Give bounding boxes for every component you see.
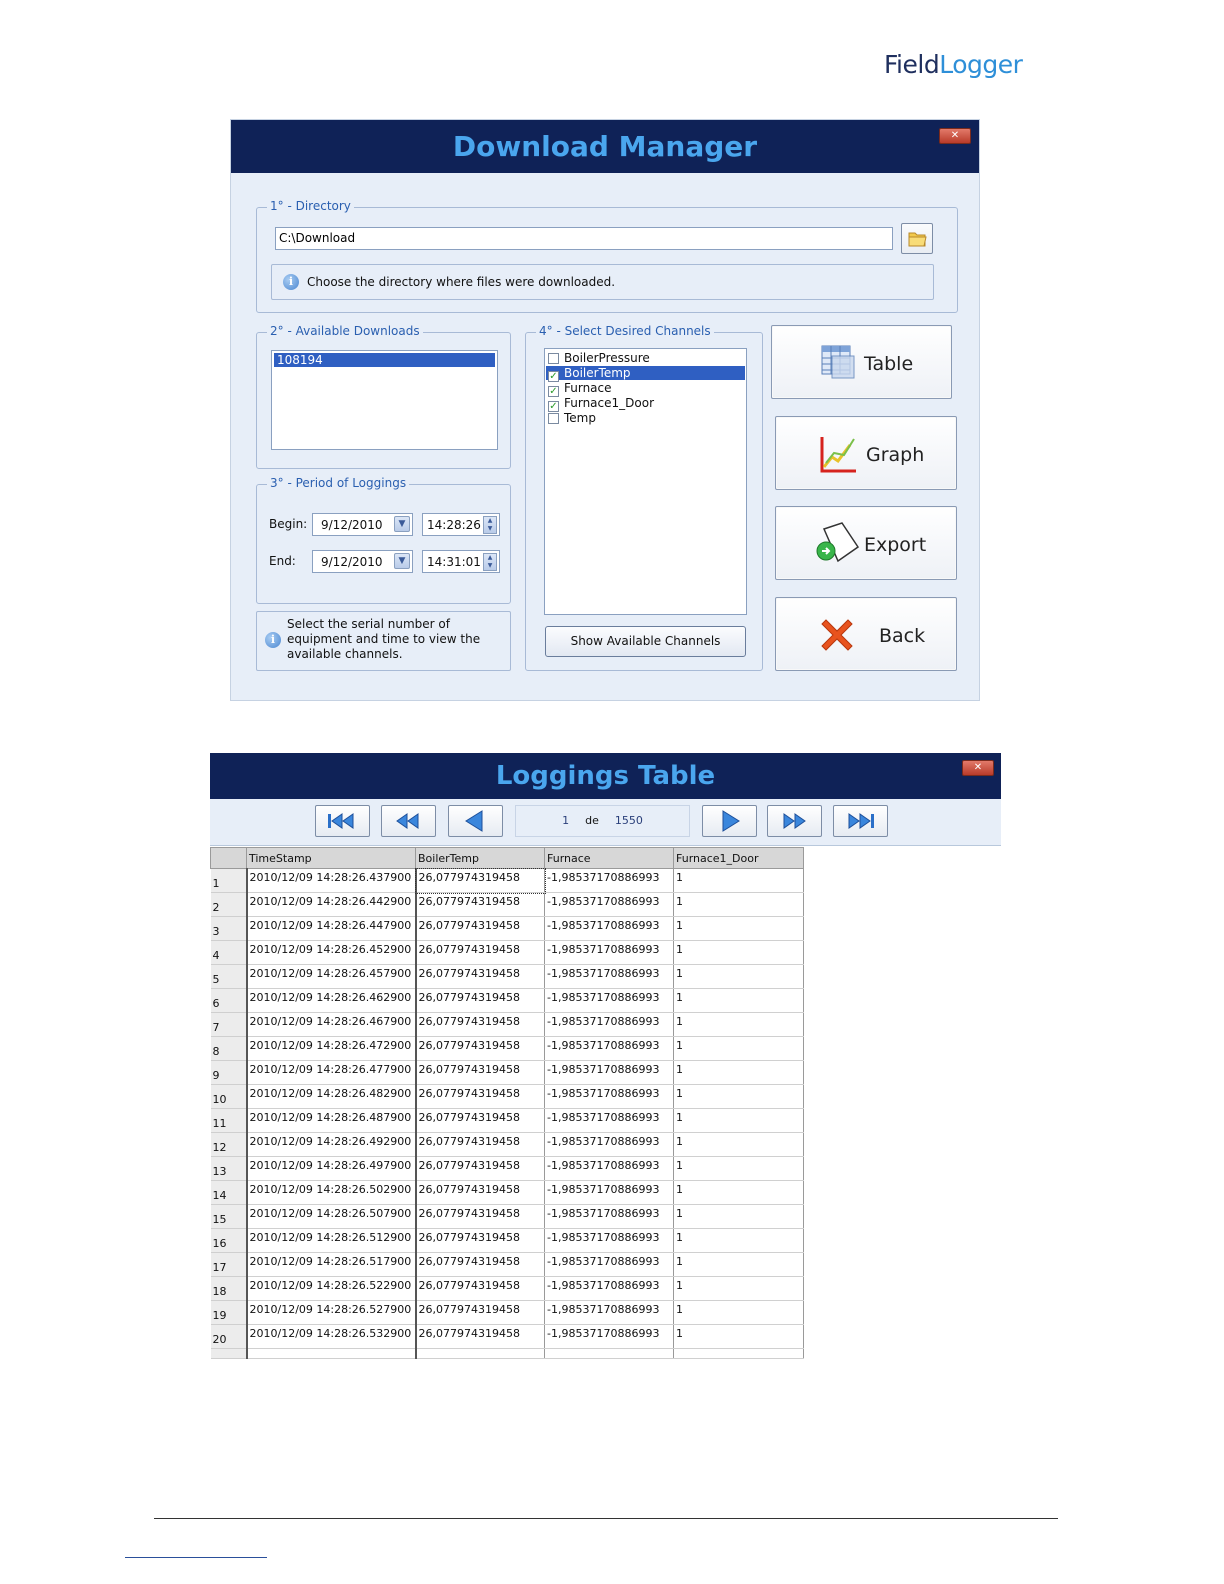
browse-folder-button[interactable] [901,223,933,254]
boilertemp-cell[interactable]: 26,077974319458 [416,1133,545,1157]
furnace1-door-cell[interactable]: 1 [674,965,804,989]
table-row[interactable] [211,1253,804,1277]
row-number-cell: 6 [211,989,247,1013]
furnace1-door-cell[interactable]: 1 [674,1253,804,1277]
table-row[interactable] [211,1301,804,1325]
channel-item[interactable] [548,351,650,365]
channel-label: Furnace1_Door [564,396,655,410]
row-number-cell: 12 [211,1133,247,1157]
furnace-cell[interactable]: -1,98537170886993 [545,917,674,941]
checkbox-checked[interactable]: ✓ [549,371,558,382]
table-row[interactable] [211,1277,804,1301]
timestamp-cell[interactable]: 2010/12/09 14:28:26.532900 [247,1325,416,1349]
table-button[interactable] [771,325,952,399]
graph-icon [818,433,860,475]
table-icon [818,342,858,382]
last-page-button[interactable] [833,805,888,837]
row-number-cell: 2 [211,893,247,917]
info-icon: i [265,632,281,648]
furnace1-door-cell[interactable]: 1 [674,1277,804,1301]
previous-page-button[interactable] [448,805,503,837]
boilertemp-cell[interactable]: 26,077974319458 [416,1277,545,1301]
furnace1-door-cell[interactable]: 1 [674,917,804,941]
furnace-cell[interactable]: -1,98537170886993 [545,965,674,989]
furnace1-door-cell[interactable]: 1 [674,1157,804,1181]
timestamp-cell[interactable]: 2010/12/09 14:28:26.502900 [247,1181,416,1205]
begin-label: Begin: [269,517,308,531]
boilertemp-cell[interactable]: 26,077974319458 [416,1037,545,1061]
page-separator: de [585,814,599,827]
boilertemp-cell[interactable]: 26,077974319458 [416,1157,545,1181]
furnace1-door-cell[interactable]: 1 [674,1325,804,1349]
table-row[interactable] [211,965,804,989]
grid-body [211,869,804,1359]
channel-label: BoilerPressure [564,351,650,365]
furnace-cell[interactable]: -1,98537170886993 [545,1157,674,1181]
channels-group [525,324,763,671]
table-row[interactable] [211,1061,804,1085]
timestamp-cell[interactable]: 2010/12/09 14:28:26.507900 [247,1205,416,1229]
boilertemp-cell[interactable]: 26,077974319458 [416,893,545,917]
column-header-furnace1-door[interactable]: Furnace1_Door [674,848,804,869]
end-date-picker[interactable] [312,550,413,573]
row-number-cell: 19 [211,1301,247,1325]
table-row[interactable] [211,941,804,965]
row-number-cell: 10 [211,1085,247,1109]
close-x-icon [816,614,858,656]
empty-cell [674,1349,804,1359]
channel-item[interactable] [548,381,612,395]
timestamp-cell[interactable]: 2010/12/09 14:28:26.457900 [247,965,416,989]
channel-item[interactable] [548,411,596,425]
furnace1-door-cell[interactable]: 1 [674,1229,804,1253]
available-downloads-group [256,324,511,469]
end-date-value: 9/12/2010 [321,555,383,569]
row-number-cell: 18 [211,1277,247,1301]
table-row[interactable] [211,893,804,917]
boilertemp-cell[interactable]: 26,077974319458 [416,1229,545,1253]
next-icon [703,806,756,836]
boilertemp-cell[interactable]: 26,077974319458 [416,1061,545,1085]
table-row[interactable] [211,1229,804,1253]
timestamp-cell[interactable]: 2010/12/09 14:28:26.452900 [247,941,416,965]
empty-cell [211,1349,247,1359]
row-number-cell: 1 [211,869,247,893]
empty-cell [247,1349,416,1359]
table-row[interactable] [211,869,804,893]
export-icon [814,521,862,567]
pager-toolbar [210,799,1001,846]
row-number-cell: 3 [211,917,247,941]
column-header-furnace[interactable]: Furnace [545,848,674,869]
download-manager-titlebar [231,120,979,173]
end-time-value: 14:31:01 [427,555,481,569]
export-button[interactable] [775,506,957,580]
chevron-down-icon[interactable]: ▼ [394,553,410,569]
boilertemp-cell[interactable]: 26,077974319458 [416,989,545,1013]
export-button-label: Export [864,534,927,556]
furnace-cell[interactable]: -1,98537170886993 [545,1037,674,1061]
furnace1-door-cell[interactable]: 1 [674,869,804,893]
grid-header-row [211,848,804,869]
directory-group [256,199,958,313]
table-row[interactable] [211,1037,804,1061]
boilertemp-cell[interactable]: 26,077974319458 [416,1253,545,1277]
timestamp-cell[interactable]: 2010/12/09 14:28:26.477900 [247,1061,416,1085]
furnace1-door-cell[interactable]: 1 [674,989,804,1013]
next-page-button[interactable] [702,805,757,837]
close-button[interactable]: ✕ [962,760,994,776]
loggings-grid [210,847,804,1359]
timestamp-cell[interactable]: 2010/12/09 14:28:26.497900 [247,1157,416,1181]
available-downloads-legend: 2° - Available Downloads [267,324,423,338]
end-label: End: [269,554,296,568]
period-legend: 3° - Period of Loggings [267,476,409,490]
directory-path-input[interactable]: C:\Download [275,227,893,250]
furnace-cell[interactable]: -1,98537170886993 [545,1229,674,1253]
serial-info-box [256,611,511,671]
directory-info-text: Choose the directory where files were downloaded. [307,275,616,289]
timestamp-cell[interactable]: 2010/12/09 14:28:26.492900 [247,1133,416,1157]
page-indicator [515,805,690,837]
show-available-channels-button[interactable]: Show Available Channels [545,626,746,657]
back-button-label: Back [879,625,926,647]
row-number-cell: 13 [211,1157,247,1181]
furnace-cell[interactable]: -1,98537170886993 [545,869,674,893]
channel-label: Furnace [564,381,612,395]
furnace-cell[interactable]: -1,98537170886993 [545,1277,674,1301]
timestamp-cell[interactable]: 2010/12/09 14:28:26.522900 [247,1277,416,1301]
boilertemp-cell[interactable]: 26,077974319458 [416,1205,545,1229]
furnace-cell[interactable]: -1,98537170886993 [545,1325,674,1349]
fieldlogger-logo [884,50,1059,80]
downloads-listbox[interactable] [271,350,498,450]
furnace1-door-cell[interactable]: 1 [674,1133,804,1157]
first-page-button[interactable] [315,805,370,837]
row-number-cell: 15 [211,1205,247,1229]
info-icon: i [283,274,299,290]
furnace-cell[interactable]: -1,98537170886993 [545,1253,674,1277]
table-row[interactable] [211,1133,804,1157]
furnace-cell[interactable]: -1,98537170886993 [545,893,674,917]
row-number-cell: 11 [211,1109,247,1133]
graph-button[interactable] [775,416,957,490]
current-page: 1 [562,814,570,827]
boilertemp-cell[interactable]: 26,077974319458 [416,1301,545,1325]
timestamp-cell[interactable]: 2010/12/09 14:28:26.517900 [247,1253,416,1277]
previous-icon [449,806,502,836]
furnace-cell[interactable]: -1,98537170886993 [545,1301,674,1325]
furnace1-door-cell[interactable]: 1 [674,1013,804,1037]
table-row-empty [211,1349,804,1359]
furnace-cell[interactable]: -1,98537170886993 [545,941,674,965]
begin-time-spinner[interactable] [422,513,500,536]
last-page-icon [834,806,887,836]
row-number-cell: 16 [211,1229,247,1253]
furnace-cell[interactable]: -1,98537170886993 [545,1181,674,1205]
furnace1-door-cell[interactable]: 1 [674,1301,804,1325]
furnace1-door-cell[interactable]: 1 [674,1061,804,1085]
channels-legend: 4° - Select Desired Channels [536,324,714,338]
furnace1-door-cell[interactable]: 1 [674,1085,804,1109]
table-row[interactable] [211,1013,804,1037]
furnace-cell[interactable]: -1,98537170886993 [545,1061,674,1085]
table-row[interactable] [211,1085,804,1109]
begin-date-value: 9/12/2010 [321,518,383,532]
row-number-header [211,848,247,869]
timestamp-cell[interactable]: 2010/12/09 14:28:26.462900 [247,989,416,1013]
boilertemp-cell[interactable]: 26,077974319458 [416,965,545,989]
row-number-cell: 5 [211,965,247,989]
footer-link-underline [125,1557,267,1558]
timestamp-cell[interactable]: 2010/12/09 14:28:26.437900 [247,869,416,893]
furnace-cell[interactable]: -1,98537170886993 [545,989,674,1013]
timestamp-cell[interactable]: 2010/12/09 14:28:26.472900 [247,1037,416,1061]
empty-cell [416,1349,545,1359]
checkbox-checked[interactable]: ✓ [549,386,558,397]
footer-divider [154,1518,1058,1519]
table-row[interactable] [211,1109,804,1133]
table-row[interactable] [211,1325,804,1349]
boilertemp-cell[interactable]: 26,077974319458 [416,1181,545,1205]
folder-icon [902,224,932,253]
checkbox[interactable] [548,353,559,364]
furnace1-door-cell[interactable]: 1 [674,1205,804,1229]
table-row[interactable] [211,917,804,941]
channel-label: BoilerTemp [564,366,631,380]
furnace1-door-cell[interactable]: 1 [674,1109,804,1133]
channel-item[interactable] [548,396,654,410]
row-number-cell: 8 [211,1037,247,1061]
furnace1-door-cell[interactable]: 1 [674,1037,804,1061]
timestamp-cell[interactable]: 2010/12/09 14:28:26.527900 [247,1301,416,1325]
row-number-cell: 7 [211,1013,247,1037]
boilertemp-cell[interactable]: 26,077974319458 [416,917,545,941]
table-button-label: Table [864,353,914,375]
close-button[interactable]: ✕ [939,128,971,144]
begin-time-value: 14:28:26 [427,518,481,532]
row-number-cell: 9 [211,1061,247,1085]
furnace1-door-cell[interactable]: 1 [674,893,804,917]
timestamp-cell[interactable]: 2010/12/09 14:28:26.487900 [247,1109,416,1133]
timestamp-cell[interactable]: 2010/12/09 14:28:26.467900 [247,1013,416,1037]
timestamp-cell[interactable]: 2010/12/09 14:28:26.512900 [247,1229,416,1253]
logo-text-logger: Logger [939,50,1023,79]
table-row[interactable] [211,989,804,1013]
download-manager-window [230,119,980,701]
boilertemp-cell[interactable]: 26,077974319458 [416,1325,545,1349]
rewind-button[interactable] [381,805,436,837]
boilertemp-cell[interactable]: 26,077974319458 [416,1013,545,1037]
loggings-table-title: Loggings Table [495,761,716,791]
furnace-cell[interactable]: -1,98537170886993 [545,1085,674,1109]
furnace-cell[interactable]: -1,98537170886993 [545,1205,674,1229]
total-pages: 1550 [614,814,643,827]
empty-cell [545,1349,674,1359]
fast-forward-icon [768,806,821,836]
timestamp-cell[interactable]: 2010/12/09 14:28:26.482900 [247,1085,416,1109]
logo-text-field: Field [884,50,940,79]
fast-forward-button[interactable] [767,805,822,837]
row-number-cell: 14 [211,1181,247,1205]
spinner-arrows-icon[interactable]: ▲ ▼ [483,516,497,534]
table-row[interactable] [211,1205,804,1229]
column-header-boilertemp[interactable]: BoilerTemp [416,848,545,869]
channels-listbox[interactable] [544,348,747,615]
boilertemp-cell[interactable]: 26,077974319458 [416,941,545,965]
furnace1-door-cell[interactable]: 1 [674,1181,804,1205]
table-row[interactable] [211,1157,804,1181]
channel-item-selected[interactable] [546,366,745,380]
checkbox-checked[interactable]: ✓ [549,401,558,412]
loggings-table-window [210,753,1001,1366]
channel-label: Temp [564,411,596,425]
directory-info-box [271,264,934,300]
end-time-spinner[interactable] [422,550,500,573]
boilertemp-cell[interactable]: 26,077974319458 [416,869,545,893]
download-item-selected[interactable]: 108194 [274,353,495,367]
serial-info-text: Select the serial number of equipment and time to view the available channels. [287,617,481,661]
rewind-icon [382,806,435,836]
row-number-cell: 17 [211,1253,247,1277]
download-manager-title: Download Manager [452,130,758,163]
back-button[interactable] [775,597,957,671]
furnace-cell[interactable]: -1,98537170886993 [545,1109,674,1133]
column-header-timestamp[interactable]: TimeStamp [247,848,416,869]
table-row[interactable] [211,1181,804,1205]
furnace-cell[interactable]: -1,98537170886993 [545,1013,674,1037]
timestamp-cell[interactable]: 2010/12/09 14:28:26.442900 [247,893,416,917]
chevron-down-icon[interactable]: ▼ [394,516,410,532]
begin-date-picker[interactable] [312,513,413,536]
row-number-cell: 20 [211,1325,247,1349]
first-page-icon [316,806,369,836]
timestamp-cell[interactable]: 2010/12/09 14:28:26.447900 [247,917,416,941]
spinner-arrows-icon[interactable]: ▲ ▼ [483,553,497,571]
row-number-cell: 4 [211,941,247,965]
graph-button-label: Graph [866,444,925,466]
boilertemp-cell[interactable]: 26,077974319458 [416,1085,545,1109]
loggings-table-titlebar [210,753,1001,799]
boilertemp-cell[interactable]: 26,077974319458 [416,1109,545,1133]
furnace-cell[interactable]: -1,98537170886993 [545,1133,674,1157]
checkbox[interactable] [548,413,559,424]
directory-legend: 1° - Directory [267,199,354,213]
period-group [256,476,511,604]
furnace1-door-cell[interactable]: 1 [674,941,804,965]
